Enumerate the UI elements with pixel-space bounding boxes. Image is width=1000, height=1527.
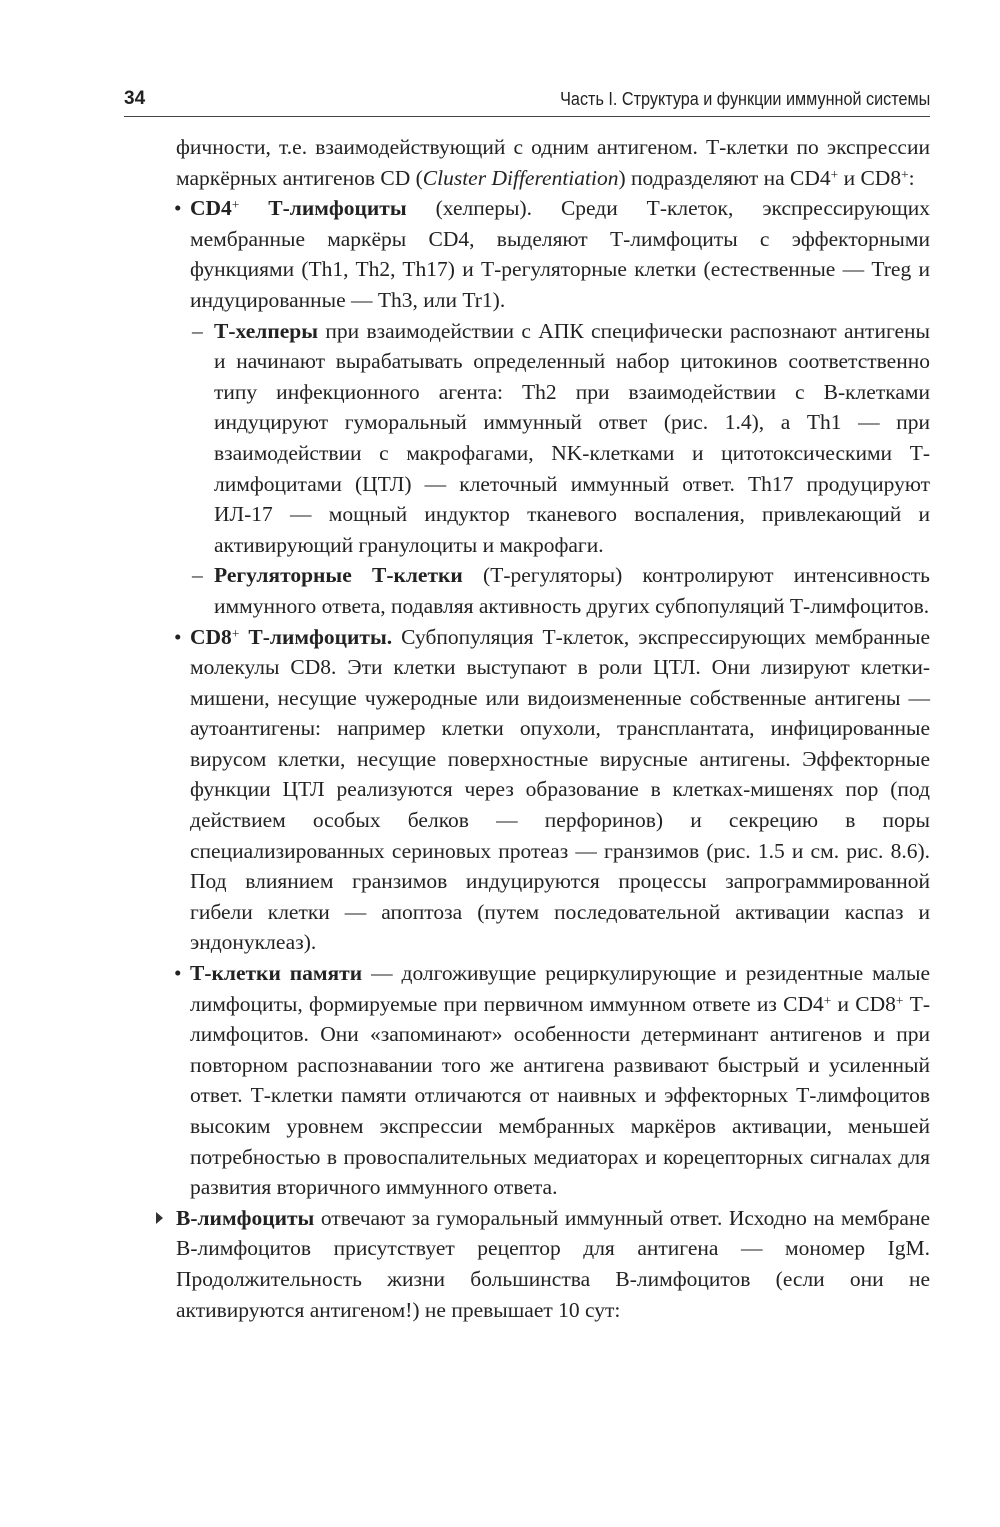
bullet-marker: • bbox=[174, 624, 182, 649]
intro-paragraph: фичности, т.е. взаимодействующий с одним антигеном. Т-клетки по экспрессии маркёрных антигенов CD (Cluster Differentiation) подразделяют на CD4+ и CD8+: bbox=[176, 135, 930, 190]
dash-marker: – bbox=[192, 563, 203, 588]
list-item-cd8: • CD8+ Т-лимфоциты. Субпопуляция Т-клеток, экспрессирующих мембранные молекулы CD8. Эти клетки выступают в роли ЦТЛ. Они лизируют клетки-мишени, несущие чужеродные или видоизмененные собственные антигены — аутоантигены: например клетки опухоли, трансплантата, инфицированные вирусом клетки, несущие поверхностные вирусные антигены. Эффекторные функции ЦТЛ реализуются через образование в клетках-мишенях пор (под действием особых белков — перфоринов) и секрецию в поры специализированных сериновых протеаз — гранзимов (рис. 1.5 и см. рис. 8.6). Под влиянием гранзимов индуцируются процессы запрограммированной гибели клетки — апоптоза (путем последовательной активации каспаз и эндонуклеаз). bbox=[176, 622, 930, 959]
list-item-cd4: • CD4+ Т-лимфоциты (хелперы). Среди Т-клеток, экспрессирующих мембранные маркёры CD4, выделяют Т-лимфоциты с эффекторными функциями (Th1, Th2, Th17) и Т-регуляторные клетки (естественные — Treg и индуцированные — Th3, или Tr1). bbox=[176, 193, 930, 315]
triangle-bullet-icon bbox=[156, 1212, 163, 1224]
bullet-marker: • bbox=[174, 961, 182, 986]
bullet-marker: • bbox=[174, 196, 182, 221]
list-item-memory: • Т-клетки памяти — долгоживущие рециркулирующие и резидентные малые лимфоциты, формируемые при первичном иммунном ответе из CD4+ и CD8+ Т-лимфоцитов. Они «запоминают» особенности детерминант антигенов и при повторном распознавании того же антигена развивают быстрый и усиленный ответ. Т-клетки памяти отличаются от наивных и эффекторных Т-лимфоцитов высоким уровнем экспрессии мембранных маркёров активации, меньшей потребностью в провоспалительных медиаторах и корецепторных сигналах для развития вторичного иммунного ответа. bbox=[176, 958, 930, 1203]
list-item-regulatory: – Регуляторные Т-клетки (Т-регуляторы) контролируют интенсивность иммунного ответа, подавляя активность других субпопуляций Т-лимфоцитов. bbox=[176, 560, 930, 621]
page-body bbox=[176, 132, 930, 1325]
page-number: 34 bbox=[124, 88, 146, 109]
running-title: Часть I. Структура и функции иммунной системы bbox=[559, 89, 930, 109]
dash-marker: – bbox=[192, 318, 203, 343]
list-item-helpers: – Т-хелперы при взаимодействии с АПК специфически распознают антигены и начинают вырабатывать определенный набор цитокинов соответственно типу инфекционного агента: Th2 при взаимодействии с В-клетками индуцируют гуморальный иммунный ответ (рис. 1.4), а Th1 — при взаимодействии с макрофагами, NK-клетками и цитотоксическими Т-лимфоцитами (ЦТЛ) — клеточный иммунный ответ. Th17 продуцируют ИЛ-17 — мощный индуктор тканевого воспаления, привлекающий и активирующий гранулоциты и макрофаги. bbox=[176, 316, 930, 561]
running-header bbox=[124, 86, 930, 117]
b-cells-paragraph: В-лимфоциты отвечают за гуморальный иммунный ответ. Исходно на мембране В-лимфоцитов присутствует рецептор для антигена — мономер IgM. Продолжительность жизни большинства В-лимфоцитов (если они не активируются антигеном!) не превышает 10 сут: bbox=[176, 1203, 930, 1325]
